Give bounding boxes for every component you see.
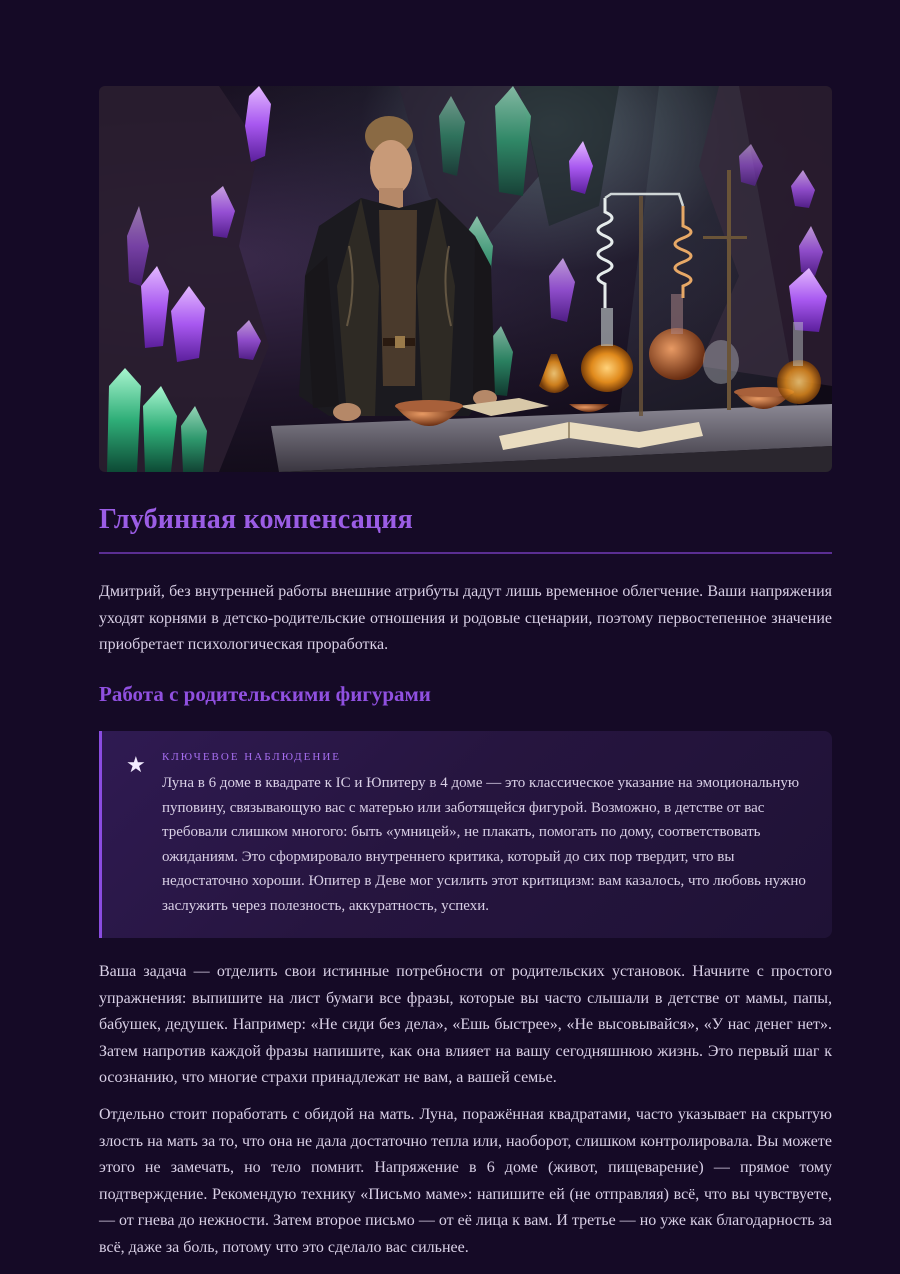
- hero-image: [99, 86, 832, 472]
- intro-paragraph: Дмитрий, без внутренней работы внешние атрибуты дадут лишь временное облегчение. Ваши напряжения уходят корнями в детско-родительские отношения и родовые сценарии, поэтому первостепенное значение приобретает психологическая проработка.: [99, 583, 832, 653]
- star-icon: ★: [126, 753, 146, 778]
- page-title: Глубинная компенсация: [99, 504, 413, 535]
- callout-text: Луна в 6 доме в квадрате к IC и Юпитеру в 4 доме — это классическое указание на эмоциональную пуповину, связывающую вас с матерью или заботящейся фигурой. Возможно, в детстве от вас требовали слишком многого: быть «умницей», не плакать, помогать по дому, соответствовать ожиданиям. Это сформировало внутреннего критика, который до сих пор твердит, что вы недостаточно хороши. Юпитер в Деве мог усилить этот критицизм: вам казалось, что любовь нужно заслужить через полезность, аккуратность, успехи.: [162, 775, 806, 914]
- callout-label: КЛЮЧЕВОЕ НАБЛЮДЕНИЕ: [162, 751, 342, 763]
- body-paragraph-2: Ваша задача — отделить свои истинные потребности от родительских установок. Начните с простого упражнения: выпишите на лист бумаги все фразы, которые вы часто слышали в детстве от мамы, папы, бабушек, дедушек. Например: «Не сиди без дела», «Ешь быстрее», «Не высовывайся», «У нас денег нет». Затем напротив каждой фразы напишите, как она влияет на вашу сегодняшнюю жизнь. Это первый шаг к осознанию, что многие страхи принадлежат не вам, а вашей семье.: [99, 963, 832, 1086]
- title-divider: [99, 552, 832, 554]
- alchemist-illustration: [99, 86, 832, 472]
- section-title: Работа с родительскими фигурами: [99, 682, 431, 706]
- article: [99, 86, 832, 1256]
- key-insight-callout: [99, 731, 832, 938]
- body-paragraph-3: Отдельно стоит поработать с обидой на мать. Луна, поражённая квадратами, часто указывает на скрытую злость на мать за то, что она не дала достаточно тепла или, наоборот, слишком контролировала. Вы можете этого не замечать, но тело помнит. Напряжение в 6 доме (живот, пищеварение) — прямое тому подтверждение. Рекомендую технику «Письмо маме»: напишите ей (не отправляя) всё, что вы чувствуете, — от гнева до нежности. Затем второе письмо — от её лица к вам. И третье — но уже как благодарность за всё, даже за боль, потому что это сделало вас сильнее.: [99, 1106, 832, 1256]
